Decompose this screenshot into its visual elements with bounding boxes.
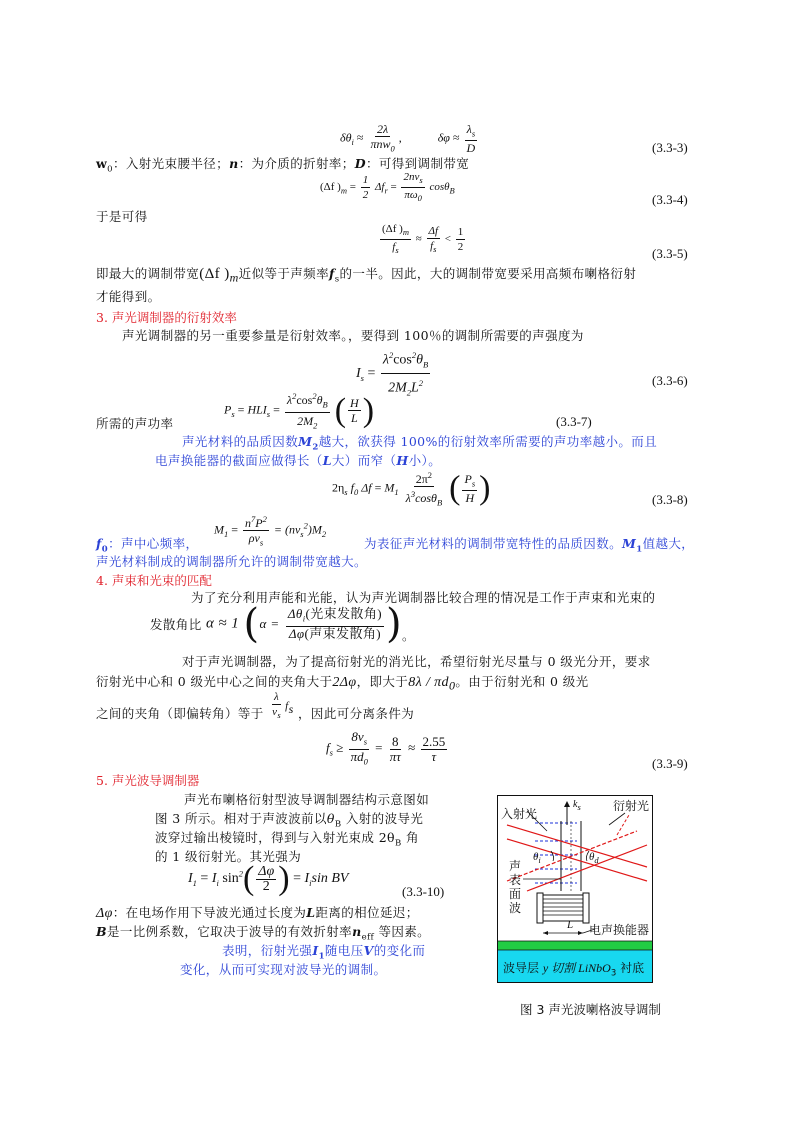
paragraph-f0-line2: 声光材料制成的调制器所允许的调制带宽越大。 (96, 554, 367, 569)
paragraph-diffraction-efficiency: 声光调制器的另一重要参量是衍射效率。，要得到 100％的调制所需要的声强度为 (122, 328, 584, 343)
label-substrate: 波导层 y 切割 LiNbO$_3$ 衬底 (503, 961, 645, 979)
label-theta-i: $\theta_i$ (533, 851, 541, 866)
transducer-icon (537, 893, 589, 923)
equation-number: (3.3-3) (652, 140, 688, 155)
label-ks: $k_s$ (573, 799, 581, 812)
equation-number: (3.3-5) (652, 246, 688, 261)
figure-caption: 图 3 声光波喇格波导调制 (520, 1002, 661, 1017)
equation-number: (3.3-9) (652, 756, 688, 771)
blue-note-quality-factor: 声光材料的品质因数$M_2$越大，欲获得 100%的衍射效率所需要的声功率越小。而且 (182, 434, 658, 453)
equation-3-3-6: $I_s$ = $\frac{\lambda^2\cos^2\theta_B}{2M_2L^2}$ (356, 346, 432, 402)
equation-number: (3.3-4) (652, 192, 688, 207)
paragraph-separation: 对于声光调制器，为了提高衍射光的消光比，希望衍射光尽量与 0 级光分开，要求 (182, 654, 651, 669)
paragraph-w0: $w_0$：入射光束腰半径；n：为介质的折射率；D：可得到调制带宽 (96, 156, 470, 175)
label-surface-wave: 声 表 面 波 (509, 859, 522, 915)
paragraph-max-bandwidth-line2: 才能得到。 (96, 289, 161, 304)
paragraph-waveguide-line1: 声光布喇格衍射型波导调制器结构示意图如 (184, 792, 430, 807)
paragraph-f0: $f_0$：声中心频率， (96, 536, 199, 555)
equation-3-3-7: $P_s = HLI_s$ = $\frac{\lambda^2\cos^2\theta_B}{2M_2}$ ( $\frac{H}{L}$ ) (224, 388, 374, 434)
equation-m1: $M_1$ = $\frac{n^7P^2}{\rho v_s}$ = $(nv_s^2)M_2$ (214, 514, 327, 548)
section-heading-5: 5. 声光波导调制器 (96, 773, 200, 788)
label-incident-light: 入射光 (501, 807, 538, 821)
paragraph-beam-matching: 为了充分利用声能和光能，认为声光调制器比较合理的情况是工作于声束和光束的 (191, 590, 656, 605)
paragraph-waveguide-line3: 波穿过输出棱镜时，得到与入射光束成 $2\theta_B$ 角 (155, 830, 419, 849)
label-L: L (567, 919, 574, 931)
equation-number: (3.3-6) (652, 373, 688, 388)
equation-number: (3.3-7) (556, 414, 592, 429)
paragraph-beam-matching-line2: 发散角比 α ≈ 1 (α = $\frac{\Delta\theta_i(光束发散角)}{\text{Δφ(声束发散角)}}$ )。 (150, 601, 415, 647)
equation-3-3-3: $\delta\theta_i$ ≈ $\frac{2\lambda}{\pi nw_0}$ , δφ ≈ $\frac{\lambda_s}{D}$ (340, 122, 476, 156)
blue-note-modulation-line2: 变化，从而可实现对波导光的调制。 (180, 962, 387, 977)
section-heading-4: 4. 声束和光束的匹配 (96, 573, 212, 588)
label-theta-d: $\theta_d$ (589, 851, 599, 866)
paragraph-yushi: 于是可得 (96, 209, 148, 224)
equation-3-3-5: $\frac{(\Delta f )_m}{f_s}$ ≈ $\frac{\Delta f}{f_s}$ < $\frac{1}{2}$ (382, 223, 464, 256)
label-transducer: 电声换能器 (589, 923, 650, 937)
section-heading-3: 3. 声光调制器的衍射效率 (96, 310, 237, 325)
equation-3-3-4: (Δf )$_m$ = $\frac{1}{2}$ $\Delta f_r$ = $\frac{2nv_s}{\pi\omega_0}$ cosθ$_B$ (320, 171, 455, 204)
equation-3-3-9: $f_s$ ≥ $\frac{8v_s}{\pi d_0}$ = $\frac{8}{\pi\tau}$ ≈ $\frac{2.55}{\tau}$ (326, 729, 446, 767)
label-diffracted-light: 衍射光 (613, 799, 650, 813)
figure-3-diagram (497, 795, 653, 985)
equation-3-3-10: $I_1 = I_i$ $\sin^2$( $\frac{\Delta\varphi}{2}$ ) = $I_i\sin$ BV (188, 860, 349, 897)
waveguide-layer-strip (498, 941, 652, 950)
paragraph-waveguide-line2: 图 3 所示。相对于声波波前以$\theta_B$ 入射的波导光 (155, 811, 424, 830)
blue-note-quality-factor-line2: 电声换能器的截面应做得长（L大）而窄（H小）。 (155, 453, 442, 468)
paragraph-acoustic-power: 所需的声功率 (96, 416, 174, 431)
paragraph-max-bandwidth: 即最大的调制带宽(Δf )$_m$近似等于声频率$f_s$的一半。因此，大的调制带宽要采用高频布喇格衍射 (96, 266, 637, 285)
equation-3-3-8: $2\eta_s$ $f_0$ $\Delta f = M_1$ $\frac{2\pi^2}{\lambda^3\cos\theta_B}$ ( $\frac{P_s}{H}$ ) (332, 469, 491, 508)
equation-number: (3.3-8) (652, 492, 688, 507)
equation-number: (3.3-10) (402, 884, 445, 899)
paragraph-phase-delay: Δφ：在电场作用下导波光通过长度为L距离的相位延迟； (96, 905, 419, 921)
paragraph-separation-line2: 衍射光中心和 0 级光中心之间的夹角大于2Δφ，即大于$8\lambda / \pi d_0$。由于衍射光和 0 级光 (96, 674, 589, 693)
paragraph-f0-description: 为表征声光材料的调制带宽特性的品质因数。$M_1$值越大， (364, 536, 695, 555)
blue-note-modulation: 表明，衍射光强$I_1$随电压V的变化而 (222, 943, 426, 962)
paragraph-waveguide-line4: 的 1 级衍射光。其光强为 (155, 849, 302, 864)
paragraph-phase-delay-line2: B是一比例系数，它取决于波导的有效折射率$n_{eff}$ 等因素。 (96, 924, 431, 943)
paragraph-separation-line3: 之间的夹角（即偏转角）等于 $\frac{\lambda}{v_s}$ $f_s$ ，因此可分离条件为 (96, 691, 415, 722)
